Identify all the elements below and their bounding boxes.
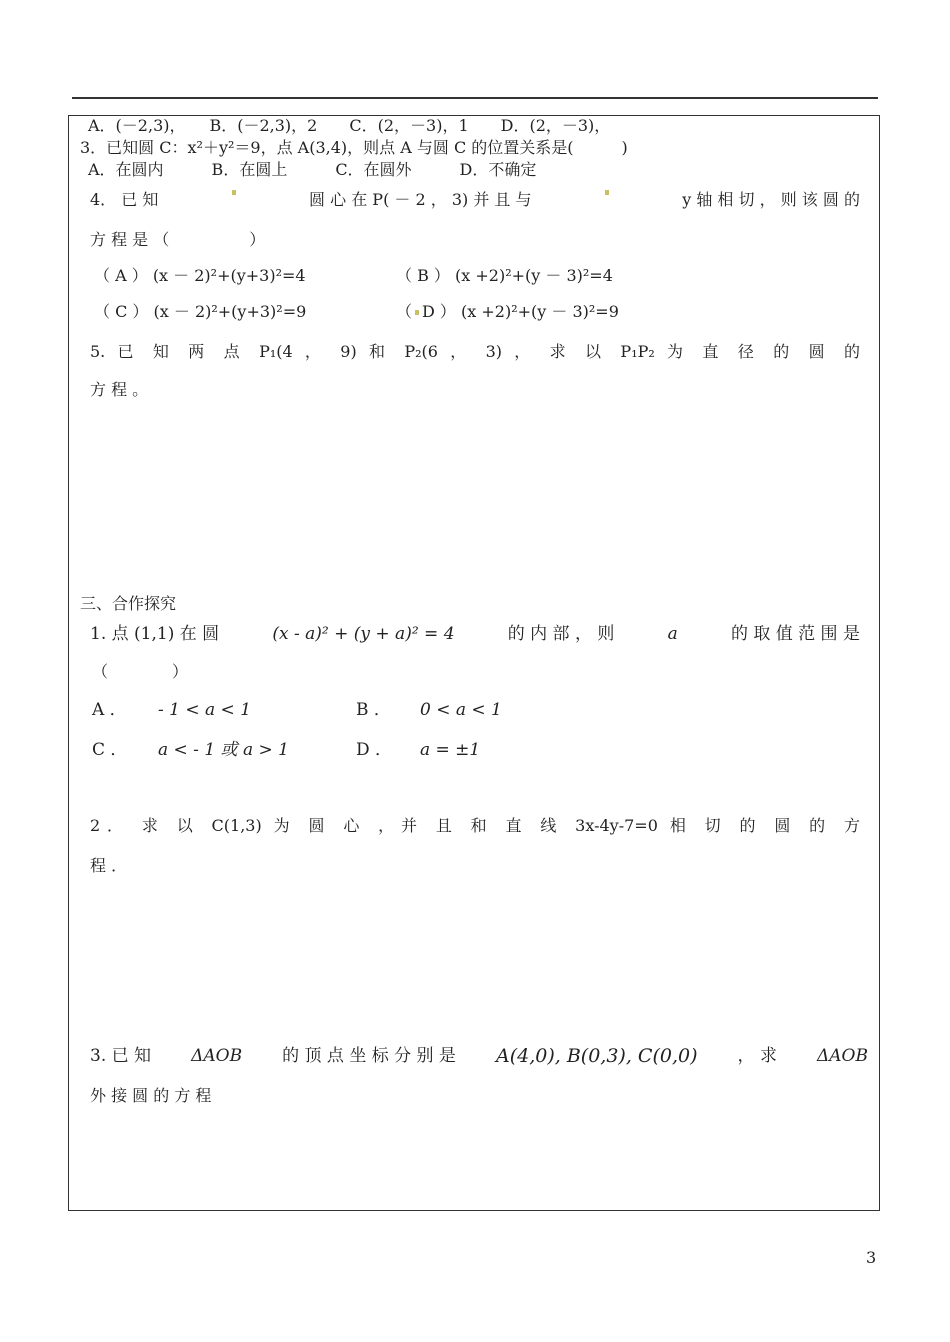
q4-option-a: （ A ） (x － 2)²+(y+3)²=4 [94, 266, 306, 285]
section-heading: 三、合作探究 [80, 594, 177, 613]
q5-stem: 5. 已 知 两 点 P₁(4 ， 9) 和 P₂(6 ， 3) ， 求 以 P₁P₂ 为 直 径 的 圆 的 [90, 342, 860, 361]
c1-stem-part-b: 的 内 部 ， 则 [507, 624, 615, 644]
q4-option-b: （ B ） (x +2)²+(y － 3)²=4 [396, 266, 613, 285]
c3-stem-part-c: ， 求 [737, 1046, 777, 1066]
q4-stem-part-a: 4． 已 知 [90, 190, 159, 209]
page-number: 3 [866, 1248, 877, 1267]
c3-stem-part-b: 的 顶 点 坐 标 分 别 是 [282, 1046, 456, 1066]
c1-variable: a [667, 624, 678, 644]
q3-options: A．在圆内 B．在圆上 C．在圆外 D．不确定 [88, 160, 537, 179]
header-rule [72, 97, 878, 99]
c1-option-a: - 1 < a < 1 [158, 700, 252, 720]
highlight-mark [605, 190, 609, 195]
c1-option-b: 0 < a < 1 [420, 700, 502, 720]
c1-stem [90, 624, 860, 644]
prev-options: A．(－2,3)， B．(－2,3)，2 C．(2，－3)，1 D．(2，－3)， [88, 116, 611, 135]
c1-formula: (x - a)² + (y + a)² = 4 [272, 624, 455, 644]
c3-triangle: ΔAOB [191, 1046, 243, 1066]
c3-coordinates: A(4,0), B(0,3), C(0,0) [495, 1045, 698, 1067]
c3-stem-line2: 外 接 圆 的 方 程 [90, 1086, 212, 1105]
c1-option-d: a = ±1 [420, 740, 481, 760]
q3-stem: 3．已知圆 C：x²＋y²＝9，点 A(3,4)，则点 A 与圆 C 的位置关系是( ) [80, 138, 628, 157]
c2-stem-line2: 程 ． [90, 856, 128, 875]
q4-stem-part-c: y 轴 相 切 ， 则 该 圆 的 [682, 190, 860, 209]
c1-answer-paren: （ ） [92, 662, 189, 681]
c1-stem-part-a: 1. 点 (1,1) 在 圆 [90, 624, 220, 644]
c3-stem [90, 1046, 868, 1066]
q4-option-d-paren: （ [396, 302, 413, 321]
c1-stem-part-c: 的 取 值 范 围 是 [730, 624, 860, 644]
c1-option-c-label: C ． [92, 740, 128, 760]
c1-option-a-label: A ． [92, 700, 127, 720]
c1-option-b-label: B ． [356, 700, 391, 720]
q4-option-d [396, 302, 619, 322]
c1-option-d-label: D ． [356, 740, 393, 760]
q4-stem [90, 190, 860, 210]
q4-option-d-text: D ） (x +2)²+(y － 3)²=9 [422, 302, 619, 321]
c3-triangle-2: ΔAOB [817, 1046, 868, 1066]
highlight-mark [232, 190, 236, 195]
c3-stem-part-a: 3. 已 知 [90, 1046, 152, 1066]
q4-stem-part-b: 圆 心 在 P( － 2 ， 3) 并 且 与 [309, 190, 532, 209]
highlight-mark [415, 310, 419, 315]
c2-stem: 2． 求 以 C(1,3) 为 圆 心 ，并 且 和 直 线 3x-4y-7=0 相 切 的 圆 的 方 [90, 816, 860, 835]
q4-stem-line2: 方 程 是 （ ） [90, 230, 266, 249]
q5-stem-line2: 方 程 。 [90, 380, 149, 399]
c1-option-c: a < - 1 或 a > 1 [158, 740, 289, 760]
q4-option-c: （ C ） (x － 2)²+(y+3)²=9 [94, 302, 307, 321]
